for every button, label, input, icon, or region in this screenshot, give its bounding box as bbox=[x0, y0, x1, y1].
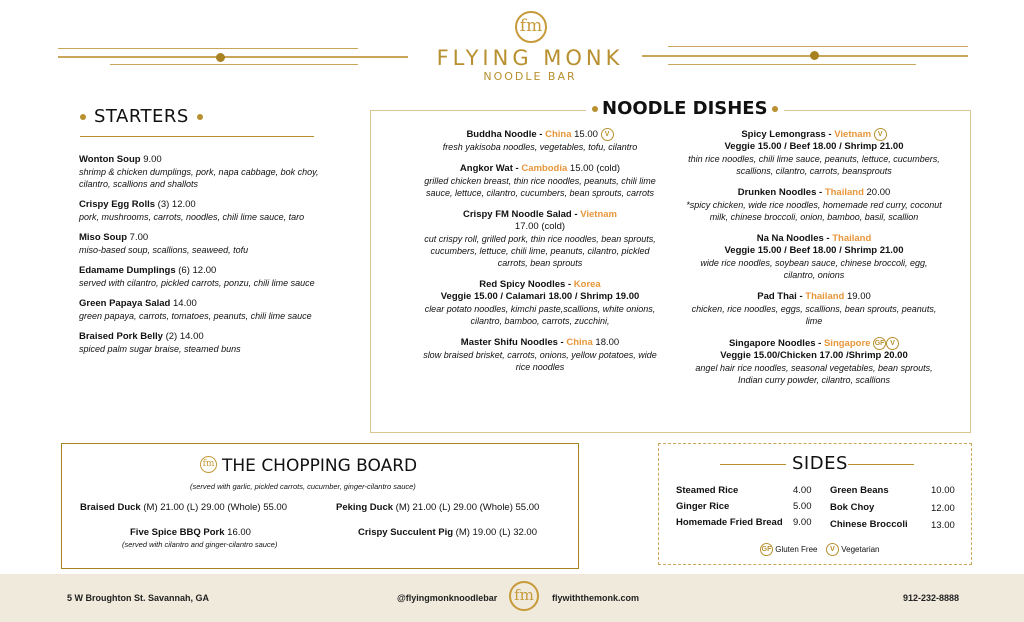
item-origin: Vietnam bbox=[834, 129, 872, 141]
item-name: Na Na Noodles bbox=[756, 233, 824, 245]
footer-phone: 912-232-8888 bbox=[903, 593, 960, 603]
item-name: Singapore Noodles bbox=[728, 338, 816, 350]
item-name: Crispy Egg Rolls bbox=[79, 199, 156, 210]
item-desc: slow braised brisket, carrots, onions, yellow potatoes, wide rice noodles bbox=[423, 350, 657, 373]
item-price: 10.00 bbox=[931, 485, 955, 496]
footer-logo: fm bbox=[509, 581, 539, 611]
item-desc: *spicy chicken, wide rice noodles, homemade red curry, coconut milk, chinese broccoli, onion, bamboo, basil, scallion bbox=[686, 200, 942, 223]
list-item: Angkor Wat - Cambodia 15.00 (cold) grilled chicken breast, thin rice noodles, peanuts, chili lime sauce, lettuce, cilantro, cucumbers, bean sprouts, carrots bbox=[415, 163, 665, 199]
noodle-title-text: NOODLE DISHES bbox=[602, 98, 768, 119]
header-rule bbox=[58, 48, 358, 49]
item-origin: Thailand bbox=[805, 291, 845, 303]
item-name: Spicy Lemongrass bbox=[741, 129, 826, 141]
chopping-note: (served with garlic, pickled carrots, cucumber, ginger-cilantro sauce) bbox=[190, 482, 416, 491]
item-price: 9.00 bbox=[143, 154, 162, 165]
item-options: Veggie 15.00 / Beef 18.00 / Shrimp 21.00 bbox=[724, 141, 904, 153]
vegetarian-icon: V bbox=[601, 128, 614, 141]
item-name: Five Spice BBQ Pork bbox=[130, 527, 225, 538]
item-price: (M) 21.00 (L) 29.00 (Whole) 55.00 bbox=[395, 502, 540, 513]
legend-vegetarian bbox=[826, 543, 880, 556]
noodle-column-right bbox=[684, 128, 944, 396]
item-name: Peking Duck bbox=[336, 502, 394, 513]
item-price: (3) 12.00 bbox=[157, 199, 196, 210]
item-price: 15.00 (cold) bbox=[569, 163, 621, 175]
item-name: Angkor Wat bbox=[459, 163, 513, 175]
header-dot bbox=[216, 53, 225, 62]
item-name: Pad Thai bbox=[757, 291, 797, 303]
item-desc: served with cilantro, pickled carrots, ponzu, chili lime sauce bbox=[79, 278, 315, 288]
item-desc: cut crispy roll, grilled pork, thin rice noodles, bean sprouts, cucumbers, lettuce, chili lime, peanuts, cilantro, pickled carrots, bean sprouts bbox=[424, 234, 656, 269]
item-desc: wide rice noodles, soybean sauce, chinese broccoli, egg, cilantro, onions bbox=[700, 258, 928, 281]
list-item bbox=[358, 527, 537, 539]
item-desc: green papaya, carrots, tomatoes, peanuts, chili lime sauce bbox=[79, 311, 312, 321]
starters-title bbox=[72, 106, 211, 127]
item-options: Veggie 15.00/Chicken 17.00 /Shrimp 20.00 bbox=[720, 350, 908, 362]
item-price: 19.00 bbox=[846, 291, 871, 303]
item-name: Wonton Soup bbox=[79, 154, 141, 165]
item-desc: spiced palm sugar braise, steamed buns bbox=[79, 344, 241, 354]
header-dot bbox=[810, 51, 819, 60]
list-item: Green Beans bbox=[830, 485, 889, 496]
item-name: Edamame Dumplings bbox=[79, 265, 176, 276]
item-desc: fresh yakisoba noodles, vegetables, tofu, cilantro bbox=[442, 142, 638, 153]
list-item bbox=[130, 527, 251, 539]
list-item bbox=[336, 502, 539, 514]
item-price: 9.00 bbox=[793, 517, 812, 528]
sides-rule bbox=[720, 464, 786, 465]
footer-address: 5 W Broughton St. Savannah, GA bbox=[67, 593, 210, 603]
item-origin: Singapore bbox=[823, 338, 871, 350]
item-price: 5.00 bbox=[793, 501, 812, 512]
legend-label: Vegetarian bbox=[841, 545, 880, 554]
item-origin: Vietnam bbox=[580, 209, 617, 221]
list-item bbox=[79, 265, 324, 289]
item-name: Buddha Noodle bbox=[466, 129, 537, 141]
sides-title: SIDES bbox=[792, 453, 848, 474]
header-rule bbox=[668, 64, 916, 65]
list-item: Singapore Noodles - Singapore GF V Veggie 15.00/Chicken 17.00 /Shrimp 20.00 angel hair rice noodles, seasonal vegetables, bean sprouts, Indian curry powder, cilantro, scallions bbox=[684, 337, 944, 386]
item-options: Veggie 15.00 / Calamari 18.00 / Shrimp 19.00 bbox=[440, 291, 640, 303]
item-origin: China bbox=[545, 129, 572, 141]
item-name: Red Spicy Noodles bbox=[479, 279, 566, 291]
bullet-icon bbox=[772, 106, 778, 112]
item-price: 12.00 bbox=[931, 503, 955, 514]
gluten-free-icon: GF bbox=[873, 337, 886, 350]
noodle-column-left bbox=[415, 128, 665, 383]
list-item: Spicy Lemongrass - Vietnam V Veggie 15.00 / Beef 18.00 / Shrimp 21.00 thin rice noodles, chili lime sauce, peanuts, lettuce, cucumbers, scallions, cilantro, carrots, beansprouts bbox=[684, 128, 944, 177]
item-desc: chicken, rice noodles, eggs, scallions, bean sprouts, peanuts, lime bbox=[691, 304, 937, 327]
brand-logo: fm bbox=[515, 11, 547, 43]
vegetarian-icon: V bbox=[826, 543, 839, 556]
list-item bbox=[79, 331, 324, 355]
item-desc: (served with cilantro and ginger-cilantro sauce) bbox=[122, 540, 278, 549]
item-desc: angel hair rice noodles, seasonal vegetables, bean sprouts, Indian curry powder, cilantro, scallions bbox=[695, 363, 933, 386]
item-options: Veggie 15.00 / Beef 18.00 / Shrimp 21.00 bbox=[724, 245, 904, 257]
list-item: Chinese Broccoli bbox=[830, 519, 908, 530]
item-price: 18.00 bbox=[595, 337, 620, 349]
vegetarian-icon: V bbox=[874, 128, 887, 141]
list-item: Buddha Noodle - China 15.00 V fresh yakisoba noodles, vegetables, tofu, cilantro bbox=[415, 128, 665, 153]
starters-list bbox=[79, 154, 324, 364]
bullet-icon bbox=[80, 114, 86, 120]
list-item bbox=[79, 199, 324, 223]
item-origin: Thailand bbox=[824, 187, 864, 199]
list-item: Bok Choy bbox=[830, 502, 875, 513]
list-item: Drunken Noodles - Thailand 20.00 *spicy chicken, wide rice noodles, homemade red curry, coconut milk, chinese broccoli, onion, bamboo, basil, scallion bbox=[684, 187, 944, 223]
list-item: Red Spicy Noodles - Korea Veggie 15.00 / Calamari 18.00 / Shrimp 19.00 clear potato noodles, kimchi paste,scallions, white onions, cilantro, bamboo, carrots, zucchini, bbox=[415, 279, 665, 327]
item-desc: miso-based soup, scallions, seaweed, tofu bbox=[79, 245, 249, 255]
list-item: Crispy FM Noodle Salad - Vietnam 17.00 (cold) cut crispy roll, grilled pork, thin rice noodles, bean sprouts, cucumbers, lettuce, chili lime, peanuts, cilantro, pickled carrots, bean sprouts bbox=[415, 209, 665, 269]
item-origin: Thailand bbox=[832, 233, 872, 245]
item-price: 20.00 bbox=[866, 187, 891, 199]
header-rule bbox=[110, 64, 358, 65]
item-name: Master Shifu Noodles bbox=[460, 337, 558, 349]
gluten-free-icon: GF bbox=[760, 543, 773, 556]
sides-rule bbox=[848, 464, 914, 465]
chopping-title-text: THE CHOPPING BOARD bbox=[222, 456, 418, 476]
legend-gluten-free bbox=[760, 543, 817, 556]
item-price: 4.00 bbox=[793, 485, 812, 496]
item-origin: Cambodia bbox=[521, 163, 568, 175]
vegetarian-icon: V bbox=[886, 337, 899, 350]
noodle-dishes-title bbox=[586, 98, 784, 119]
list-item: Na Na Noodles - Thailand Veggie 15.00 / Beef 18.00 / Shrimp 21.00 wide rice noodles, soybean sauce, chinese broccoli, egg, cilantro, onions bbox=[684, 233, 944, 281]
list-item bbox=[79, 154, 324, 190]
brand-subtitle: NOODLE BAR bbox=[483, 70, 577, 83]
list-item: Pad Thai - Thailand 19.00 chicken, rice noodles, eggs, scallions, bean sprouts, peanuts, lime bbox=[684, 291, 944, 327]
item-price: (2) 14.00 bbox=[165, 331, 204, 342]
item-desc: clear potato noodles, kimchi paste,scallions, white onions, cilantro, bamboo, carrots, zucchini, bbox=[424, 304, 656, 327]
list-item: Steamed Rice bbox=[676, 485, 739, 496]
item-name: Drunken Noodles bbox=[737, 187, 817, 199]
item-name: Crispy FM Noodle Salad bbox=[463, 209, 572, 221]
list-item bbox=[80, 502, 287, 514]
item-price: 14.00 bbox=[173, 298, 197, 309]
item-name: Braised Pork Belly bbox=[79, 331, 163, 342]
starters-rule bbox=[80, 136, 314, 137]
starters-title-text: STARTERS bbox=[94, 106, 189, 127]
header-rule bbox=[642, 55, 968, 57]
item-price: 17.00 (cold) bbox=[514, 221, 566, 233]
item-price: (M) 19.00 (L) 32.00 bbox=[455, 527, 537, 538]
list-item: Master Shifu Noodles - China 18.00 slow braised brisket, carrots, onions, yellow potatoes, wide rice noodles bbox=[415, 337, 665, 373]
item-desc: pork, mushrooms, carrots, noodles, chili lime sauce, taro bbox=[79, 212, 305, 222]
item-name: Braised Duck bbox=[80, 502, 141, 513]
list-item: Homemade Fried Bread bbox=[676, 517, 783, 528]
item-price: 13.00 bbox=[931, 520, 955, 531]
item-price: 16.00 bbox=[227, 527, 251, 538]
item-desc: grilled chicken breast, thin rice noodles, peanuts, chili lime sauce, lettuce, cilantro, cucumbers, bean sprouts, carrots bbox=[424, 176, 656, 199]
chopping-board-title bbox=[200, 456, 417, 476]
bullet-icon bbox=[197, 114, 203, 120]
brand-name: FLYING MONK bbox=[436, 46, 624, 70]
item-name: Green Papaya Salad bbox=[79, 298, 171, 309]
list-item bbox=[79, 232, 324, 256]
footer-website[interactable]: flywiththemonk.com bbox=[552, 593, 640, 603]
item-price: (6) 12.00 bbox=[178, 265, 217, 276]
item-price: (M) 21.00 (L) 29.00 (Whole) 55.00 bbox=[143, 502, 287, 513]
item-desc: shrimp & chicken dumplings, pork, napa cabbage, bok choy, cilantro, scallions and shallots bbox=[79, 167, 319, 189]
item-name: Miso Soup bbox=[79, 232, 128, 243]
bullet-icon bbox=[592, 106, 598, 112]
list-item bbox=[79, 298, 324, 322]
item-origin: Korea bbox=[573, 279, 601, 291]
item-price: 7.00 bbox=[129, 232, 149, 243]
header-rule bbox=[668, 46, 968, 47]
item-origin: China bbox=[566, 337, 593, 349]
list-item: Ginger Rice bbox=[676, 501, 730, 512]
footer-instagram[interactable]: @flyingmonknoodlebar bbox=[397, 593, 498, 603]
item-name: Crispy Succulent Pig bbox=[358, 527, 454, 538]
legend-label: Gluten Free bbox=[775, 545, 818, 554]
item-desc: thin rice noodles, chili lime sauce, peanuts, lettuce, cucumbers, scallions, cilantro, carrots, beansprouts bbox=[688, 154, 940, 177]
item-price: 15.00 bbox=[574, 129, 598, 141]
header-rule bbox=[58, 56, 408, 58]
brand-logo-icon: fm bbox=[200, 456, 217, 473]
